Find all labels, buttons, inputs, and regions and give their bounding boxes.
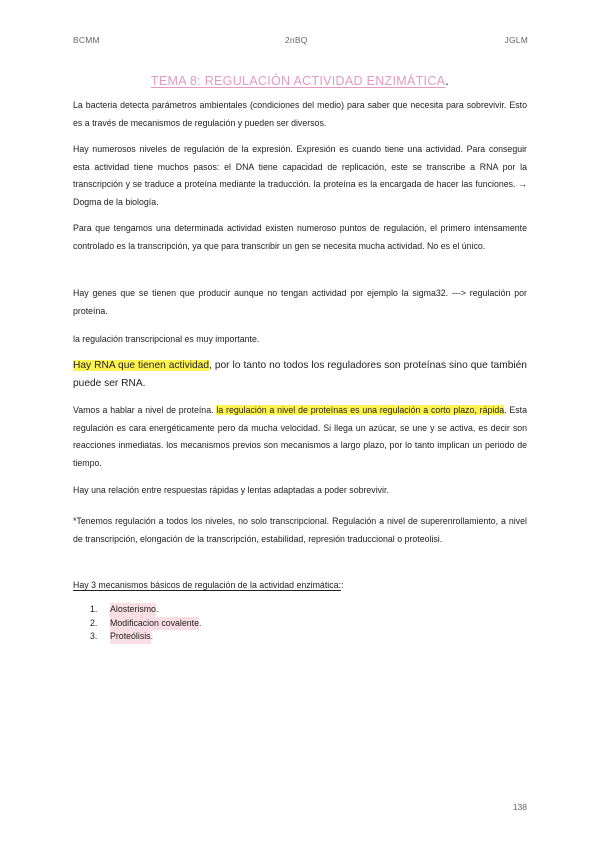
list-item xyxy=(90,617,201,631)
page-title-suffix: . xyxy=(445,74,450,88)
paragraph-8: Hay una relación entre respuestas rápidas y lentas adaptadas a poder sobrevivir. xyxy=(73,485,389,495)
list-text: Alosterismo xyxy=(110,603,156,617)
list-item xyxy=(90,603,201,617)
paragraph-3: Para que tengamos una determinada actividad existen numeroso puntos de regulación, el primero intensamente controlado es la transcripción, ya que para transcribir un gen se necesita mucha actividad. No es el único. xyxy=(73,223,527,251)
paragraph-7-start: Vamos a hablar a nivel de proteína. xyxy=(73,405,217,415)
paragraph-6 xyxy=(73,357,527,393)
header-left: BCMM xyxy=(73,35,100,45)
highlight-proteins: la regulación a nivel de proteínas es una regulación a corto plazo, rápida xyxy=(216,405,505,415)
mechanisms-heading: Hay 3 mecanismos básicos de regulación de la actividad enzimática: xyxy=(73,580,341,590)
header-right: JGLM xyxy=(504,35,528,45)
header-center: 2nBQ xyxy=(285,35,308,45)
paragraph-5: la regulación transcripcional es muy importante. xyxy=(73,334,260,344)
list-end: . xyxy=(199,617,202,628)
list-end: . xyxy=(155,604,159,614)
highlight-rna: Hay RNA que tienen actividad xyxy=(73,360,209,371)
list-number: 1. xyxy=(90,604,98,614)
paragraph-6-rest: , por lo tanto no todos los reguladores son proteínas sino que también puede ser RNA. xyxy=(73,360,527,389)
paragraph-2: Hay numerosos niveles de regulación de la expresión. Expresión es cuando tiene una actividad. Para conseguir esta actividad tiene muchos pasos: el DNA tiene capacidad de replicación, este se transcribe a RNA por la transcripción y se traduce a proteína mediante la traducción. la proteína es la encargada de hacer las funciones. → Dogma de la biología. xyxy=(73,144,527,207)
paragraph-7-rest: . Esta regulación es cara energéticamente pero da mucha velocidad. Si llega un azúcar, se une y se activa, es decir son reacciones inmediatas. los mecanismos previos son mecanismos a largo plazo, por lo tanto implican un periodo de tiempo. xyxy=(73,405,527,468)
list-item xyxy=(90,630,201,644)
list-text: Modificacion covalente xyxy=(110,617,199,631)
page-number: 138 xyxy=(512,802,527,812)
mechanisms-heading-suffix: : xyxy=(340,580,344,590)
paragraph-9: *Tenemos regulación a todos los niveles, no solo transcripcional. Regulación a nivel de superenrollamiento, a nivel de transcripción, elongación de la transcripción, estabilidad, represión traduccional o proteolisi. xyxy=(73,516,527,544)
list-end: . xyxy=(150,631,154,641)
paragraph-4: Hay genes que se tienen que producir aunque no tengan actividad por ejemplo la sigma32. ---> regulación por proteína. xyxy=(73,288,527,316)
list-number: 2. xyxy=(90,617,98,628)
paragraph-10 xyxy=(73,577,527,595)
paragraph-7 xyxy=(73,402,527,472)
list-text: Proteólisis xyxy=(110,630,151,644)
mechanisms-list xyxy=(90,603,201,644)
list-number: 3. xyxy=(90,631,98,641)
paragraph-1: La bacteria detecta parámetros ambientales (condiciones del medio) para saber que necesita para sobrevivir. Esto es a través de mecanismos de regulación y pueden ser diversos. xyxy=(73,100,527,128)
page-title-container xyxy=(73,74,527,88)
page-title: TEMA 8: REGULACIÓN ACTIVIDAD ENZIMÁTICA xyxy=(150,74,446,88)
